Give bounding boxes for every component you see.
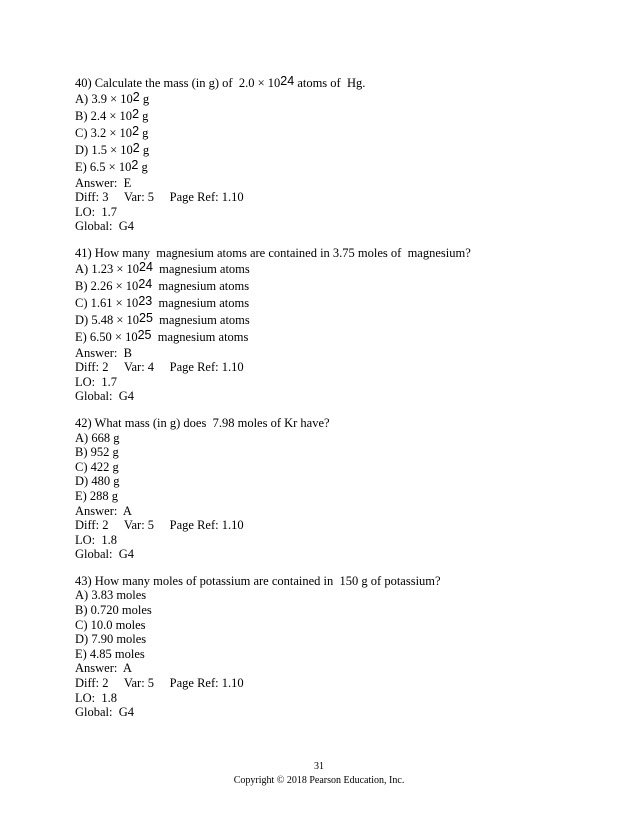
prompt-text-end: atoms of Hg. xyxy=(294,76,366,90)
page-footer xyxy=(0,760,638,788)
answer-line: Answer: A xyxy=(75,503,132,518)
question-list xyxy=(75,76,595,732)
answer-line: Answer: E xyxy=(75,175,132,190)
option-d: D) 7.90 moles xyxy=(75,632,147,647)
learning-objective: LO: 1.7 xyxy=(75,204,118,219)
global-tag: Global: G4 xyxy=(75,705,135,720)
option-c: C) 422 g xyxy=(75,459,119,474)
difficulty-line: Diff: 2 Var: 5 Page Ref: 1.10 xyxy=(75,518,244,533)
question-prompt: 42) What mass (in g) does 7.98 moles of Kr have? xyxy=(75,415,330,430)
option-e: E) 6.50 × 1025 magnesium atoms xyxy=(75,327,249,344)
difficulty-line: Diff: 2 Var: 5 Page Ref: 1.10 xyxy=(75,676,244,691)
question-42 xyxy=(75,416,595,562)
global-tag: Global: G4 xyxy=(75,547,135,562)
difficulty-line: Diff: 2 Var: 4 Page Ref: 1.10 xyxy=(75,360,244,375)
learning-objective: LO: 1.8 xyxy=(75,532,118,547)
option-b: B) 952 g xyxy=(75,445,119,460)
page-number: 31 xyxy=(314,761,324,772)
prompt-exponent: 24 xyxy=(280,74,295,88)
option-exponent: 24 xyxy=(138,276,153,291)
question-43 xyxy=(75,574,595,720)
option-c: C) 1.61 × 1023 magnesium atoms xyxy=(75,293,250,310)
option-a: A) 668 g xyxy=(75,430,120,445)
answer-line: Answer: A xyxy=(75,661,132,676)
difficulty-line: Diff: 3 Var: 5 Page Ref: 1.10 xyxy=(75,190,244,205)
option-exponent: 23 xyxy=(138,293,153,308)
option-c: C) 10.0 moles xyxy=(75,617,146,632)
option-exponent: 2 xyxy=(132,140,140,155)
option-exponent: 2 xyxy=(132,89,140,104)
question-41 xyxy=(75,246,595,404)
option-exponent: 2 xyxy=(132,106,140,121)
option-b: B) 2.4 × 102 g xyxy=(75,106,149,123)
question-prompt: 41) How many magnesium atoms are contained in 3.75 moles of magnesium? xyxy=(75,245,471,260)
option-d: D) 1.5 × 102 g xyxy=(75,140,150,157)
question-prompt xyxy=(75,76,595,91)
option-a: A) 3.83 moles xyxy=(75,588,147,603)
option-exponent: 2 xyxy=(132,123,140,138)
option-c: C) 3.2 × 102 g xyxy=(75,123,149,140)
global-tag: Global: G4 xyxy=(75,389,135,404)
copyright-notice: Copyright © 2018 Pearson Education, Inc. xyxy=(233,775,405,786)
option-b: B) 0.720 moles xyxy=(75,603,152,618)
option-e: E) 288 g xyxy=(75,488,119,503)
option-d: D) 480 g xyxy=(75,474,120,489)
option-exponent: 25 xyxy=(139,310,153,325)
global-tag: Global: G4 xyxy=(75,219,135,234)
answer-line: Answer: B xyxy=(75,345,132,360)
option-b: B) 2.26 × 1024 magnesium atoms xyxy=(75,276,250,293)
option-a: A) 1.23 × 1024 magnesium atoms xyxy=(75,259,250,276)
option-d: D) 5.48 × 1025 magnesium atoms xyxy=(75,310,250,327)
learning-objective: LO: 1.7 xyxy=(75,374,118,389)
option-exponent: 24 xyxy=(139,259,153,274)
option-exponent: 2 xyxy=(131,157,139,172)
option-exponent: 25 xyxy=(137,327,152,342)
option-e: E) 6.5 × 102 g xyxy=(75,157,148,174)
learning-objective: LO: 1.8 xyxy=(75,690,118,705)
question-40 xyxy=(75,76,595,234)
prompt-text: 40) Calculate the mass (in g) of 2.0 × 10 xyxy=(75,76,281,90)
option-a: A) 3.9 × 102 g xyxy=(75,89,150,106)
option-e: E) 4.85 moles xyxy=(75,646,145,661)
question-prompt: 43) How many moles of potassium are contained in 150 g of potassium? xyxy=(75,573,441,588)
